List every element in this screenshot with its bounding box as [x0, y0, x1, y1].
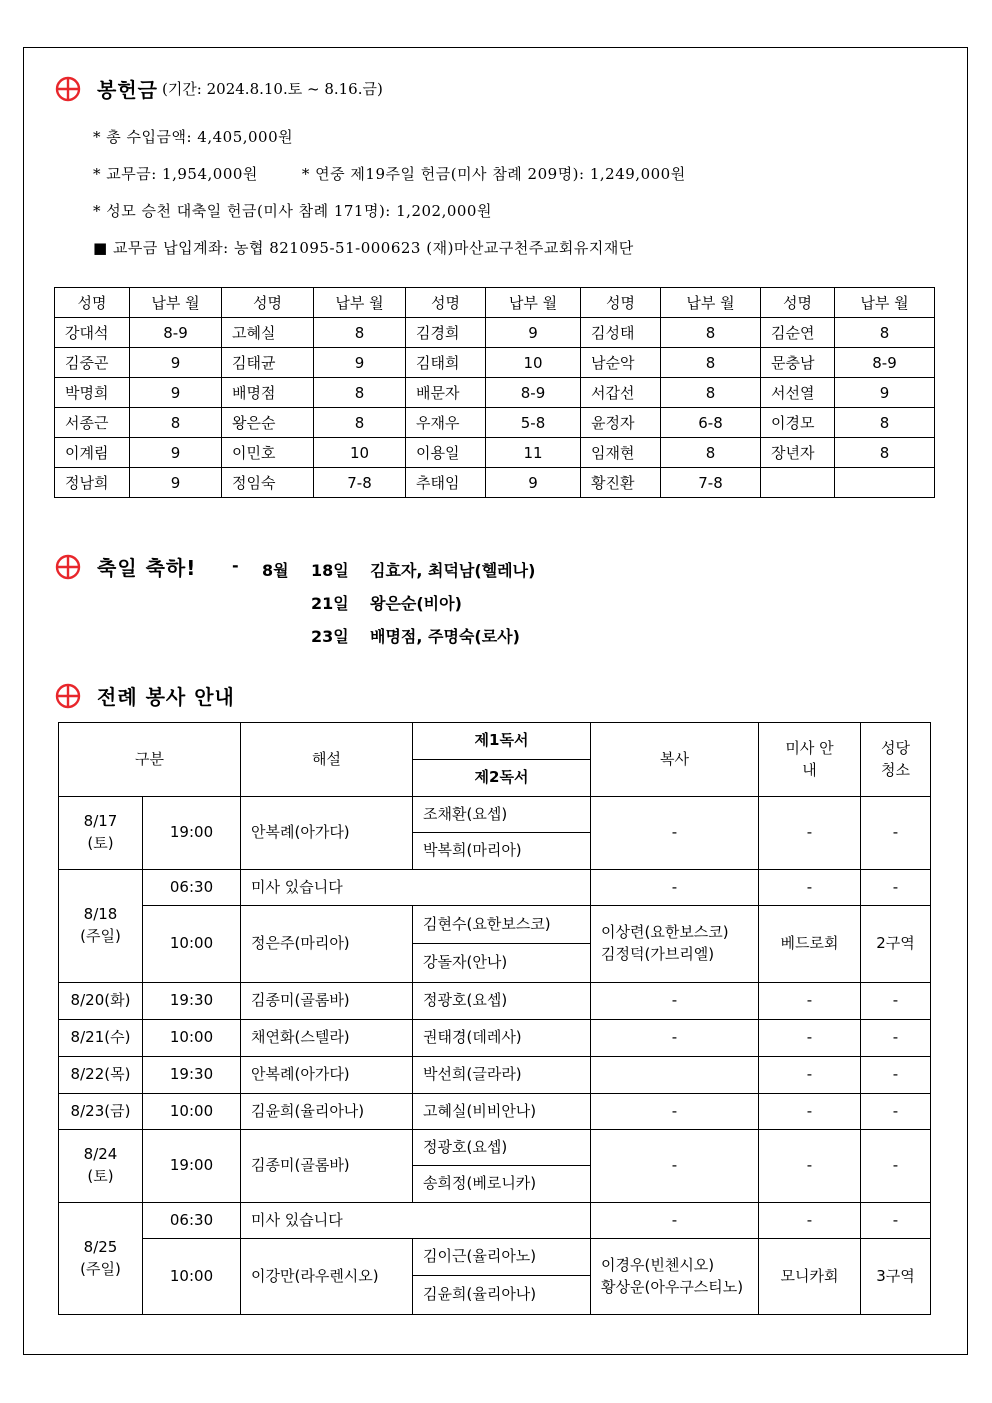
- lit-r3-usher: -: [759, 983, 861, 1020]
- payment-month-cell: 5-8: [486, 408, 581, 438]
- cross-circle-icon: [55, 554, 81, 580]
- feast-title: 축일 축하!: [97, 556, 197, 580]
- payment-header-name: 성명: [581, 288, 661, 318]
- lit-r1-reader1: 조채환(요셉): [413, 797, 591, 833]
- payment-header-month: 납부 월: [130, 288, 222, 318]
- lit-r3-date: 8/20(화): [59, 983, 143, 1020]
- payment-name-cell: [761, 468, 835, 498]
- payment-name-cell: 배문자: [406, 378, 486, 408]
- lit-r2-server-early: -: [591, 870, 759, 906]
- payment-row: [55, 378, 935, 408]
- lit-r2-date: 8/18 (주일): [59, 870, 143, 983]
- lit-r4-reader: 권태경(데레사): [413, 1020, 591, 1057]
- offering-total: * 총 수입금액: 4,405,000원: [93, 128, 294, 146]
- lit-r6-commentary: 김윤희(율리아나): [241, 1094, 413, 1130]
- lit-r7-cleaning: -: [861, 1130, 931, 1203]
- lit-header-reader1: 제1독서: [413, 723, 591, 760]
- payment-month-cell: 9: [486, 318, 581, 348]
- payment-month-cell: 8: [835, 438, 935, 468]
- lit-r8-no-mass: 미사 있습니다: [241, 1203, 591, 1239]
- payment-month-cell: 6-8: [661, 408, 761, 438]
- lit-r2-reader1: 김현수(요한보스코): [413, 906, 591, 944]
- payment-name-cell: 장년자: [761, 438, 835, 468]
- lit-header-reader2: 제2독서: [413, 760, 591, 797]
- lit-header-commentary: 해설: [241, 723, 413, 797]
- payment-name-cell: 고혜실: [222, 318, 314, 348]
- lit-r2-server2: 김정덕(가브리엘): [601, 945, 715, 963]
- lit-r5-server: [591, 1057, 759, 1094]
- payment-name-cell: 황진환: [581, 468, 661, 498]
- payment-name-cell: 이계림: [55, 438, 130, 468]
- lit-r4-date: 8/21(수): [59, 1020, 143, 1057]
- lit-r8-commentary: 이강만(라우렌시오): [241, 1239, 413, 1315]
- payment-header-name: 성명: [55, 288, 130, 318]
- payment-month-cell: 8: [314, 318, 406, 348]
- lit-r6-server: -: [591, 1094, 759, 1130]
- lit-r7-server: -: [591, 1130, 759, 1203]
- lit-r8-server2: 황상운(아우구스티노): [601, 1277, 744, 1296]
- feast-day-23: 23일: [311, 627, 349, 646]
- payment-header-name: 성명: [761, 288, 835, 318]
- payment-name-cell: 김태희: [406, 348, 486, 378]
- payment-name-cell: 임재현: [581, 438, 661, 468]
- lit-r2-cleaning-early: -: [861, 870, 931, 906]
- lit-r8-servers: [591, 1239, 759, 1315]
- payment-name-cell: 서선열: [761, 378, 835, 408]
- payment-name-cell: 우재우: [406, 408, 486, 438]
- payment-month-cell: 8: [314, 408, 406, 438]
- lit-r7-time: 19:00: [143, 1130, 241, 1203]
- lit-r2-commentary: 정은주(마리아): [241, 906, 413, 983]
- cross-circle-icon: [55, 683, 81, 709]
- feast-names-18: 김효자, 최덕남(헬레나): [370, 561, 536, 580]
- payment-month-cell: [835, 468, 935, 498]
- lit-r3-server: -: [591, 983, 759, 1020]
- payment-name-cell: 배명점: [222, 378, 314, 408]
- payment-name-cell: 김순연: [761, 318, 835, 348]
- payment-header-month: 납부 월: [486, 288, 581, 318]
- payment-month-cell: 7-8: [661, 468, 761, 498]
- payment-name-cell: 이경모: [761, 408, 835, 438]
- lit-r1-server: -: [591, 797, 759, 870]
- payment-month-cell: 10: [486, 348, 581, 378]
- feast-names-23: 배명점, 주명숙(로사): [370, 627, 520, 646]
- lit-header-server: 복사: [591, 723, 759, 797]
- lit-r5-reader: 박선희(글라라): [413, 1057, 591, 1094]
- payment-row: [55, 348, 935, 378]
- lit-r2-time2: 10:00: [143, 906, 241, 983]
- payment-month-cell: 8: [130, 408, 222, 438]
- payment-name-cell: 김성태: [581, 318, 661, 348]
- offering-title: 봉헌금: [97, 78, 158, 102]
- lit-r7-reader1: 정광호(요셉): [413, 1130, 591, 1166]
- lit-r1-cleaning: -: [861, 797, 931, 870]
- offering-diocese: * 교무금: 1,954,000원: [93, 165, 258, 183]
- lit-r2-usher-early: -: [759, 870, 861, 906]
- payment-name-cell: 추태임: [406, 468, 486, 498]
- feast-day-21: 21일: [311, 594, 349, 613]
- lit-r4-usher: -: [759, 1020, 861, 1057]
- feast-day-18: 18일: [311, 561, 349, 580]
- lit-header-usher: 미사 안내: [759, 723, 861, 797]
- lit-r5-cleaning: -: [861, 1057, 931, 1094]
- lit-r2-time1: 06:30: [143, 870, 241, 906]
- lit-r5-date: 8/22(목): [59, 1057, 143, 1094]
- payment-month-cell: 7-8: [314, 468, 406, 498]
- payment-month-cell: 8-9: [835, 348, 935, 378]
- lit-r8-date: 8/25 (주일): [59, 1203, 143, 1315]
- payment-month-cell: 8: [661, 378, 761, 408]
- lit-r2-cleaning: 2구역: [861, 906, 931, 983]
- lit-r3-cleaning: -: [861, 983, 931, 1020]
- lit-r6-usher: -: [759, 1094, 861, 1130]
- lit-r8-cleaning-early: -: [861, 1203, 931, 1239]
- feast-names-21: 왕은순(비아): [370, 594, 462, 613]
- payment-row: [55, 408, 935, 438]
- payment-name-cell: 서갑선: [581, 378, 661, 408]
- feast-header: [55, 552, 196, 581]
- payment-header-row: [55, 288, 935, 318]
- payment-name-cell: 강대석: [55, 318, 130, 348]
- payment-header-month: 납부 월: [314, 288, 406, 318]
- payment-table: [54, 287, 935, 498]
- lit-r3-reader: 정광호(요셉): [413, 983, 591, 1020]
- payment-name-cell: 김태균: [222, 348, 314, 378]
- lit-r8-reader1: 김이근(율리아노): [413, 1239, 591, 1276]
- payment-month-cell: 8: [835, 318, 935, 348]
- lit-r4-commentary: 채연화(스텔라): [241, 1020, 413, 1057]
- lit-r5-usher: -: [759, 1057, 861, 1094]
- feast-month: 8월: [262, 561, 289, 580]
- offering-account: ■ 교무금 납입계좌: 농협 821095-51-000623 (재)마산교구천주교회유지재단: [93, 239, 634, 257]
- payment-month-cell: 8: [661, 318, 761, 348]
- offering-line-2: [93, 163, 686, 184]
- payment-month-cell: 8: [835, 408, 935, 438]
- payment-name-cell: 남순악: [581, 348, 661, 378]
- payment-row: [55, 468, 935, 498]
- offering-period: (기간: 2024.8.10.토 ~ 8.16.금): [161, 80, 383, 98]
- lit-r8-cleaning: 3구역: [861, 1239, 931, 1315]
- lit-r6-time: 10:00: [143, 1094, 241, 1130]
- lit-r1-time: 19:00: [143, 797, 241, 870]
- payment-name-cell: 이민호: [222, 438, 314, 468]
- offering-header: [55, 74, 383, 103]
- payment-month-cell: 9: [486, 468, 581, 498]
- lit-r7-date: 8/24 (토): [59, 1130, 143, 1203]
- lit-r8-server-early: -: [591, 1203, 759, 1239]
- payment-name-cell: 정남희: [55, 468, 130, 498]
- payment-header-name: 성명: [222, 288, 314, 318]
- liturgy-table: [58, 722, 931, 1315]
- payment-month-cell: 9: [314, 348, 406, 378]
- payment-name-cell: 김중곤: [55, 348, 130, 378]
- offering-assumption: * 성모 승천 대축일 헌금(미사 참례 171명): 1,202,000원: [93, 202, 492, 220]
- lit-r1-usher: -: [759, 797, 861, 870]
- lit-r4-time: 10:00: [143, 1020, 241, 1057]
- payment-month-cell: 8-9: [486, 378, 581, 408]
- lit-r8-usher-early: -: [759, 1203, 861, 1239]
- payment-header-name: 성명: [406, 288, 486, 318]
- payment-name-cell: 문충남: [761, 348, 835, 378]
- lit-r6-cleaning: -: [861, 1094, 931, 1130]
- lit-header-cleaning: 성당 청소: [861, 723, 931, 797]
- payment-row: [55, 318, 935, 348]
- liturgy-title: 전례 봉사 안내: [97, 685, 235, 709]
- payment-month-cell: 9: [130, 348, 222, 378]
- lit-r5-commentary: 안복례(아가다): [241, 1057, 413, 1094]
- payment-header-month: 납부 월: [661, 288, 761, 318]
- lit-header-category: 구분: [59, 723, 241, 797]
- payment-month-cell: 11: [486, 438, 581, 468]
- payment-month-cell: 8: [314, 378, 406, 408]
- payment-month-cell: 10: [314, 438, 406, 468]
- payment-month-cell: 9: [835, 378, 935, 408]
- payment-row: [55, 438, 935, 468]
- payment-month-cell: 8: [661, 438, 761, 468]
- payment-name-cell: 박명희: [55, 378, 130, 408]
- lit-r1-reader2: 박복희(마리아): [413, 833, 591, 870]
- payment-name-cell: 김경희: [406, 318, 486, 348]
- payment-name-cell: 서종근: [55, 408, 130, 438]
- lit-r8-server1: 이경우(빈첸시오): [601, 1255, 715, 1274]
- lit-r3-time: 19:30: [143, 983, 241, 1020]
- lit-r8-time2: 10:00: [143, 1239, 241, 1315]
- lit-r5-time: 19:30: [143, 1057, 241, 1094]
- payment-month-cell: 9: [130, 468, 222, 498]
- lit-r6-reader: 고혜실(비비안나): [413, 1094, 591, 1130]
- lit-r7-usher: -: [759, 1130, 861, 1203]
- payment-month-cell: 8: [661, 348, 761, 378]
- lit-r2-no-mass: 미사 있습니다: [241, 870, 591, 906]
- lit-r8-usher: 모니카회: [759, 1239, 861, 1315]
- offering-sunday: * 연중 제19주일 헌금(미사 참례 209명): 1,249,000원: [301, 165, 686, 183]
- payment-name-cell: 윤정자: [581, 408, 661, 438]
- payment-month-cell: 8-9: [130, 318, 222, 348]
- lit-r8-time1: 06:30: [143, 1203, 241, 1239]
- payment-month-cell: 9: [130, 378, 222, 408]
- payment-month-cell: 9: [130, 438, 222, 468]
- payment-name-cell: 정임숙: [222, 468, 314, 498]
- lit-r7-commentary: 김종미(골롬바): [241, 1130, 413, 1203]
- lit-r4-server: -: [591, 1020, 759, 1057]
- feast-dash: -: [232, 556, 239, 575]
- lit-r6-date: 8/23(금): [59, 1094, 143, 1130]
- lit-r2-server1: 이상련(요한보스코): [601, 923, 729, 942]
- payment-header-month: 납부 월: [835, 288, 935, 318]
- cross-circle-icon: [55, 76, 81, 102]
- lit-r2-reader2: 강돌자(안나): [413, 944, 591, 983]
- lit-r2-usher: 베드로회: [759, 906, 861, 983]
- payment-name-cell: 이용일: [406, 438, 486, 468]
- lit-r2-servers: [591, 906, 759, 983]
- lit-r7-reader2: 송희정(베로니카): [413, 1166, 591, 1203]
- lit-r1-commentary: 안복례(아가다): [241, 797, 413, 870]
- lit-r1-date: 8/17 (토): [59, 797, 143, 870]
- lit-r4-cleaning: -: [861, 1020, 931, 1057]
- lit-r3-commentary: 김종미(골롬바): [241, 983, 413, 1020]
- liturgy-header: [55, 681, 235, 710]
- lit-r8-reader2: 김윤희(율리아나): [413, 1276, 591, 1315]
- payment-name-cell: 왕은순: [222, 408, 314, 438]
